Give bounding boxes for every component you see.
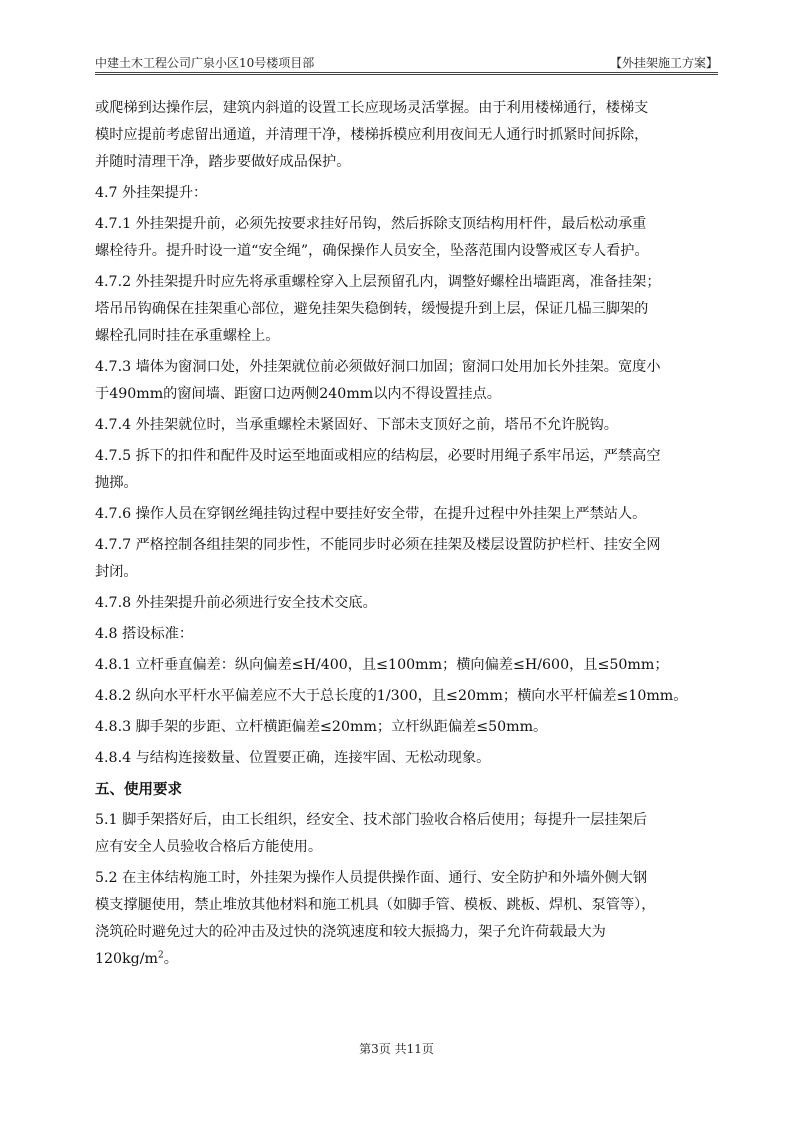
header-rule (95, 72, 718, 75)
text-line: 于490mm的窗间墙、距窗口边两侧240mm以内不得设置挂点。 (95, 386, 501, 402)
paragraph (95, 590, 723, 617)
paragraph (95, 412, 723, 439)
paragraph (95, 269, 723, 350)
paragraph (95, 501, 723, 528)
text-line: 4.7.7 严格控制各组挂架的同步性，不能同步时必须在挂架及楼层设置防护栏杆、挂安全网 (95, 537, 661, 553)
text-line: 4.7.6 操作人员在穿钢丝绳挂钩过程中要挂好安全带，在提升过程中外挂架上严禁站人。 (95, 506, 647, 522)
paragraph (95, 532, 723, 586)
superscript: 2 (158, 950, 164, 961)
paragraph (95, 683, 723, 710)
paragraph-list (95, 95, 723, 772)
paragraph (95, 443, 723, 497)
section-heading: 五、使用要求 (95, 781, 182, 798)
text-line: 浇筑砼时避免过大的砼冲击及过快的浇筑速度和较大振捣力，架子允许荷载最大为 (95, 924, 606, 940)
document-body (95, 95, 723, 973)
text-line: 螺栓待升。提升时设一道“安全绳”，确保操作人员安全，坠落范围内设警戒区专人看护。 (95, 243, 649, 259)
text-line: 并随时清理干净，踏步要做好成品保护。 (95, 154, 351, 170)
text-line: 5.2 在主体结构施工时，外挂架为操作人员提供操作面、通行、安全防护和外墙外侧大钢 (95, 870, 648, 886)
text-line: 塔吊吊钩确保在挂架重心部位，避免挂架失稳倒转，缓慢提升到上层，保证几榀三脚架的 (95, 301, 649, 317)
text-line: 4.8.1 立杆垂直偏差：纵向偏差≤H/400，且≤100mm；横向偏差≤H/600，且≤50mm； (95, 657, 669, 673)
text-line: 4.7.5 拆下的扣件和配件及时运至地面或相应的结构层，必要时用绳子系牢吊运，严禁高空 (95, 448, 661, 464)
section-5-2-last-line: $120kg/m^2$。 (95, 950, 178, 967)
text-line: 抛掷。 (95, 475, 138, 491)
paragraph (95, 180, 723, 207)
paragraph (95, 745, 723, 772)
page-header (95, 50, 718, 72)
header-project: 中建土木工程公司广泉小区10号楼项目部 (95, 56, 315, 70)
text-line: 4.7.1 外挂架提升前，必须先按要求挂好吊钩，然后拆除支顶结构用杆件，最后松动承重 (95, 216, 647, 232)
text-line: 4.7.2 外挂架提升时应先将承重螺栓穿入上层预留孔内，调整好螺栓出墙距离，准备挂架； (95, 274, 661, 290)
text-line: 4.8 搭设标准： (95, 626, 194, 642)
paragraph (95, 354, 723, 408)
header-doc-title: 【外挂架施工方案】 (609, 56, 718, 70)
text-line: 模支撑腿使用，禁止堆放其他材料和施工机具（如脚手管、模板、跳板、焊机、泵管等）， (95, 897, 656, 913)
paragraph (95, 95, 723, 176)
paragraph (95, 652, 723, 679)
text-line: 螺栓孔同时挂在承重螺栓上。 (95, 328, 280, 344)
text-line: 4.8.2 纵向水平杆水平偏差应不大于总长度的1/300，且≤20mm；横向水平杆偏差≤10mm。 (95, 688, 688, 704)
text-line: 4.8.4 与结构连接数量、位置要正确，连接牢固、无松动现象。 (95, 750, 491, 766)
paragraph (95, 211, 723, 265)
section-5-1 (95, 807, 723, 861)
text-line: 4.7 外挂架提升： (95, 185, 208, 201)
text-line: 4.8.3 脚手架的步距、立杆横距偏差≤20mm；立杆纵距偏差≤50mm。 (95, 719, 548, 735)
page-number: 第3页 共11页 (359, 1042, 434, 1056)
paragraph (95, 714, 723, 741)
paragraph (95, 621, 723, 648)
text-line: 封闭。 (95, 564, 138, 580)
text-line: 4.7.3 墙体为窗洞口处，外挂架就位前必须做好洞口加固；窗洞口处用加长外挂架。宽度小 (95, 359, 661, 375)
text-line: 应有安全人员验收合格后方能使用。 (95, 839, 323, 855)
text-line: 模时应提前考虑留出通道，并清理干净，楼梯拆模应利用夜间无人通行时抓紧时间拆除， (95, 127, 649, 143)
text-line: 4.7.8 外挂架提升前必须进行安全技术交底。 (95, 595, 377, 611)
text-line: 或爬梯到达操作层，建筑内斜道的设置工长应现场灵活掌握。由于利用楼梯通行，楼梯支 (95, 100, 649, 116)
text-line: 5.1 脚手架搭好后，由工长组织，经安全、技术部门验收合格后使用；每提升一层挂架后 (95, 812, 648, 828)
text-line: 4.7.4 外挂架就位时，当承重螺栓未紧固好、下部未支顶好之前，塔吊不允许脱钩。 (95, 417, 618, 433)
section-5-2 (95, 865, 723, 946)
